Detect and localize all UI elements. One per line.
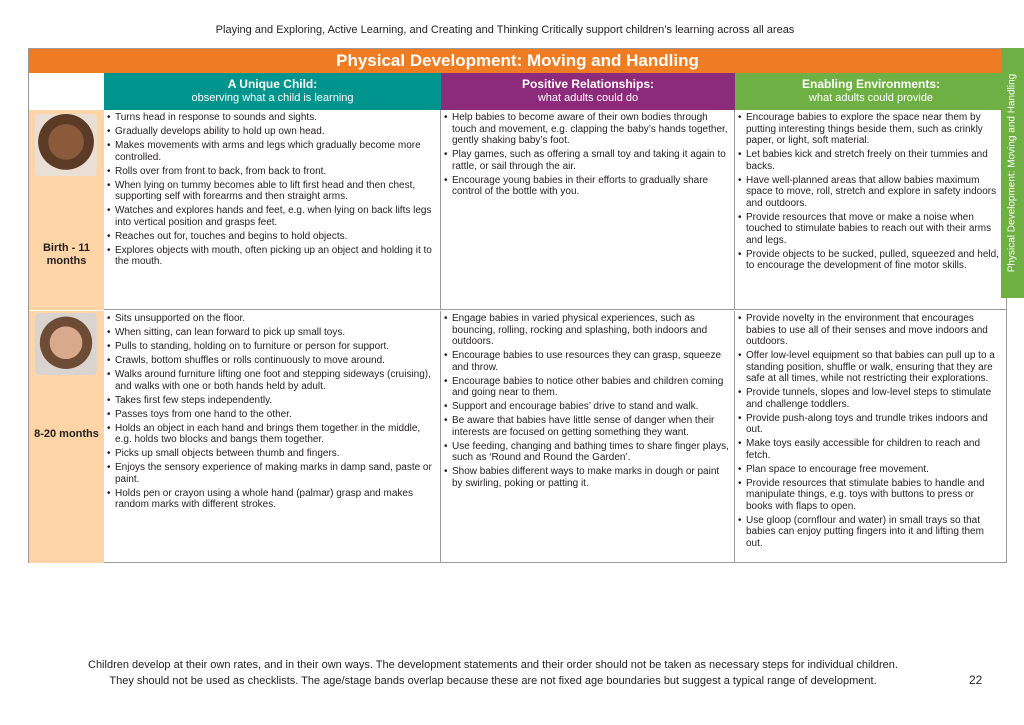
list-item: • Show babies different ways to make marks in dough or paint by swirling, poking or patting it. (443, 466, 730, 489)
list-item: • Walks around furniture lifting one foot and stepping sideways (cruising), and walks with one or both hands held by adult. (106, 369, 436, 392)
list-item: • Offer low-level equipment so that babies can pull up to a standing position, shuffle or walk, ensuring that they are safe at all times, while not restricting their explorations. (737, 350, 1003, 385)
column-header-positive-relationships (441, 73, 735, 110)
cell-birth-positive-relationships (441, 110, 735, 310)
cell-8-20-unique-child (104, 311, 441, 563)
page-title: Physical Development: Moving and Handling (29, 49, 1006, 73)
list-item: • Crawls, bottom shuffles or rolls continuously to move around. (106, 355, 436, 367)
list-item: • Provide resources that move or make a noise when touched to stimulate babies to reach out with their arms and legs. (737, 212, 1003, 247)
cell-birth-unique-child (104, 110, 441, 310)
list-item: • Turns head in response to sounds and sights. (106, 112, 436, 124)
list-item: • Use gloop (cornflour and water) in small trays so that babies can enjoy putting fingers into it and lifting them out. (737, 515, 1003, 550)
cell-birth-enabling-environments (735, 110, 1007, 310)
list-item: • Encourage young babies in their efforts to gradually share control of the bottle with you. (443, 175, 730, 198)
age-band-label (29, 242, 104, 268)
list-item: • Holds an object in each hand and brings them together in the middle, e.g. holds two blocks and bangs them together. (106, 423, 436, 446)
column-subtitle: what adults could do (537, 92, 639, 104)
column-header-unique-child (104, 73, 441, 110)
list-item: • Rolls over from front to back, from back to front. (106, 166, 436, 178)
list-item: • Provide novelty in the environment that encourages babies to use all of their senses and move indoors and outdoors. (737, 313, 1003, 348)
list-item: • Watches and explores hands and feet, e.g. when lying on back lifts legs into vertical position and grasps feet. (106, 205, 436, 228)
column-title: Enabling Environments: (801, 77, 940, 91)
column-title: Positive Relationships: (521, 77, 655, 91)
list-item: • Provide resources that stimulate babies to handle and manipulate things, e.g. toys with buttons to press or books with flaps to open. (737, 478, 1003, 513)
column-subtitle: observing what a child is learning (191, 92, 354, 104)
list-item: • When sitting, can lean forward to pick up small toys. (106, 327, 436, 339)
section-side-tab (1001, 48, 1024, 298)
age-band-line: 8-20 months (34, 428, 99, 440)
list-item: • Encourage babies to notice other babies and children coming and going near to them. (443, 376, 730, 399)
list-item: • Sits unsupported on the floor. (106, 313, 436, 325)
list-item: • Let babies kick and stretch freely on their tummies and backs. (737, 149, 1003, 172)
list-item: • Takes first few steps independently. (106, 395, 436, 407)
list-item: • Support and encourage babies’ drive to stand and walk. (443, 401, 730, 413)
column-subtitle: what adults could provide (808, 92, 934, 104)
list-item: • Play games, such as offering a small toy and taking it again to rattle, or sail through the air. (443, 149, 730, 172)
list-item: • Holds pen or crayon using a whole hand (palmar) grasp and makes random marks with different strokes. (106, 488, 436, 511)
list-item: • Make toys easily accessible for children to reach and fetch. (737, 438, 1003, 461)
list-item: • Pulls to standing, holding on to furniture or person for support. (106, 341, 436, 353)
list-item: • Provide tunnels, slopes and low-level steps to stimulate and challenge toddlers. (737, 387, 1003, 410)
age-band-line: months (46, 255, 87, 267)
list-item: • Be aware that babies have little sense of danger when their interests are focused on getting something they want. (443, 415, 730, 438)
cell-8-20-positive-relationships (441, 311, 735, 563)
list-item: • Makes movements with arms and legs which gradually become more controlled. (106, 140, 436, 163)
list-item: • Encourage babies to use resources they can grasp, squeeze and throw. (443, 350, 730, 373)
list-item: • Engage babies in varied physical experiences, such as bouncing, rolling, rocking and splashing, both indoors and outdoors. (443, 313, 730, 348)
list-item: • Have well-planned areas that allow babies maximum space to move, roll, stretch and explore in safety indoors and outdoors. (737, 175, 1003, 210)
column-header-enabling-environments (735, 73, 1007, 110)
list-item: • Explores objects with mouth, often picking up an object and holding it to the mouth. (106, 245, 436, 268)
development-table (28, 48, 1007, 563)
list-item: • Enjoys the sensory experience of making marks in damp sand, paste or paint. (106, 462, 436, 485)
page-number: 22 (969, 673, 983, 687)
list-item: • Picks up small objects between thumb and fingers. (106, 448, 436, 460)
age-band-label (29, 428, 104, 441)
list-item: • Use feeding, changing and bathing times to share finger plays, such as ‘Round and Round the Garden’. (443, 441, 730, 464)
footer-line: Children develop at their own rates, and in their own ways. The development statements and their order should not be taken as necessary steps for individual children. (88, 659, 898, 671)
side-tab-label: Physical Development: Moving and Handling (1006, 73, 1018, 273)
footer-line: They should not be used as checklists. The age/stage bands overlap because these are not fixed age boundaries but suggest a typical range of development. (109, 675, 877, 687)
list-item: • Plan space to encourage free movement. (737, 464, 1003, 476)
header-line: Playing and Exploring, Active Learning, and Creating and Thinking Critically support children’s learning across all areas (215, 24, 795, 36)
list-item: • Encourage babies to explore the space near them by putting interesting things beside them, such as crinkly paper, or light, soft material. (737, 112, 1003, 147)
list-item: • Help babies to become aware of their own bodies through touch and movement, e.g. clapping the baby’s hands together, gently shaking baby’s foot. (443, 112, 730, 147)
cell-8-20-enabling-environments (735, 311, 1007, 563)
column-title: A Unique Child: (227, 77, 318, 91)
list-item: • Passes toys from one hand to the other. (106, 409, 436, 421)
row-header-8-20-months (29, 311, 104, 563)
row-header-birth-11-months (29, 110, 104, 310)
list-item: • Provide objects to be sucked, pulled, squeezed and held, to encourage the development of fine motor skills. (737, 249, 1003, 272)
footer-note (28, 657, 958, 689)
baby-photo (35, 114, 97, 176)
list-item: • When lying on tummy becomes able to lift first head and then chest, supporting self with forearms and then straight arms. (106, 180, 436, 203)
list-item: • Provide push-along toys and trundle trikes indoors and out. (737, 413, 1003, 436)
list-item: • Gradually develops ability to hold up own head. (106, 126, 436, 138)
age-band-line: Birth - 11 (42, 242, 91, 254)
list-item: • Reaches out for, touches and begins to hold objects. (106, 231, 436, 243)
toddler-photo (35, 313, 97, 375)
